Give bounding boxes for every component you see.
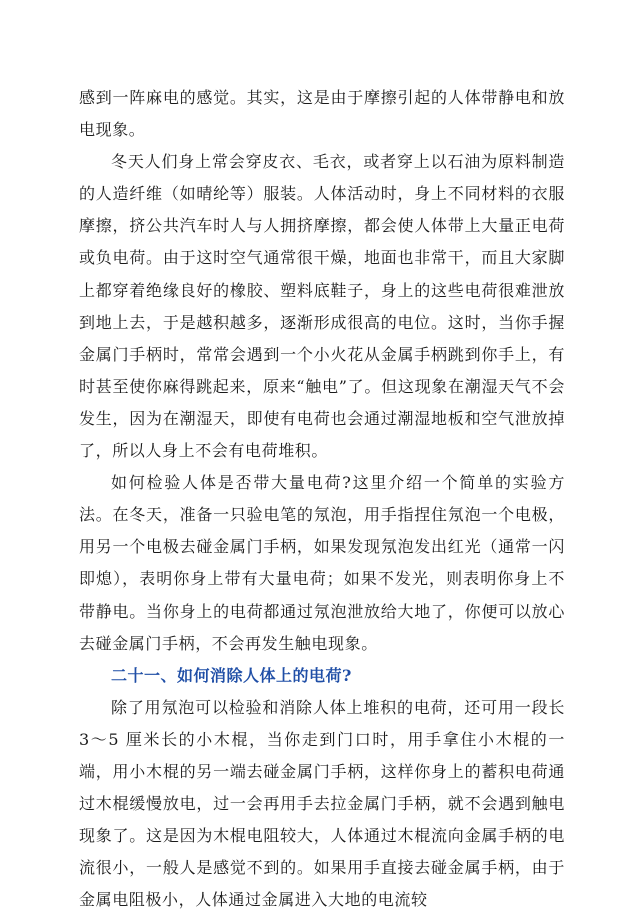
paragraph-3: 如何检验人体是否带大量电荷?这里介绍一个简单的实验方法。在冬天，准备一只验电笔的氖泡，用手指捏住氖泡一个电极，用另一个电极去碰金属门手柄，如果发现氖泡发出红光（通常一闪即熄），表明你身上带有大量电荷；如果不发光，则表明你身上不带静电。当你身上的电荷都通过氖泡泄放给大地了，你便可以放心去碰金属门手柄，不会再发生触电现象。 (79, 473, 565, 653)
paragraph-4: 除了用氖泡可以检验和消除人体上堆积的电荷，还可用一段长 3～5 厘米长的小木棍，当你走到门口时，用手拿住小木棍的一端，用小木棍的另一端去碰金属门手柄，这样你身上的蓄积电荷通过木棍缓慢放电，过一会再用手去拉金属门手柄，就不会遇到触电现象了。这是因为木棍电阻较大，人体通过木棍流向金属手柄的电流很小，一般人是感觉不到的。如果用手直接去碰金属手柄，由于金属电阻极小，人体通过金属进入大地的电流较 (79, 697, 565, 910)
section-heading: 二十一、如何消除人体上的电荷? (111, 665, 352, 685)
document-page (79, 82, 565, 916)
paragraph-1: 感到一阵麻电的感觉。其实，这是由于摩擦引起的人体带静电和放电现象。 (79, 88, 565, 140)
paragraph-2: 冬天人们身上常会穿皮衣、毛衣，或者穿上以石油为原料制造的人造纤维（如晴纶等）服装。人体活动时，身上不同材料的衣服摩擦，挤公共汽车时人与人拥挤摩擦，都会使人体带上大量正电荷或负电荷。由于这时空气通常很干燥，地面也非常干，而且大家脚上都穿着绝缘良好的橡胶、塑料底鞋子，身上的这些电荷很难泄放到地上去，于是越积越多，逐渐形成很高的电位。这时，当你手握金属门手柄时，常常会遇到一个小火花从金属手柄跳到你手上，有时甚至使你麻得跳起来，原来“触电”了。但这现象在潮湿天气不会发生，因为在潮湿天，即使有电荷也会通过潮湿地板和空气泄放掉了，所以人身上不会有电荷堆积。 (79, 152, 565, 461)
